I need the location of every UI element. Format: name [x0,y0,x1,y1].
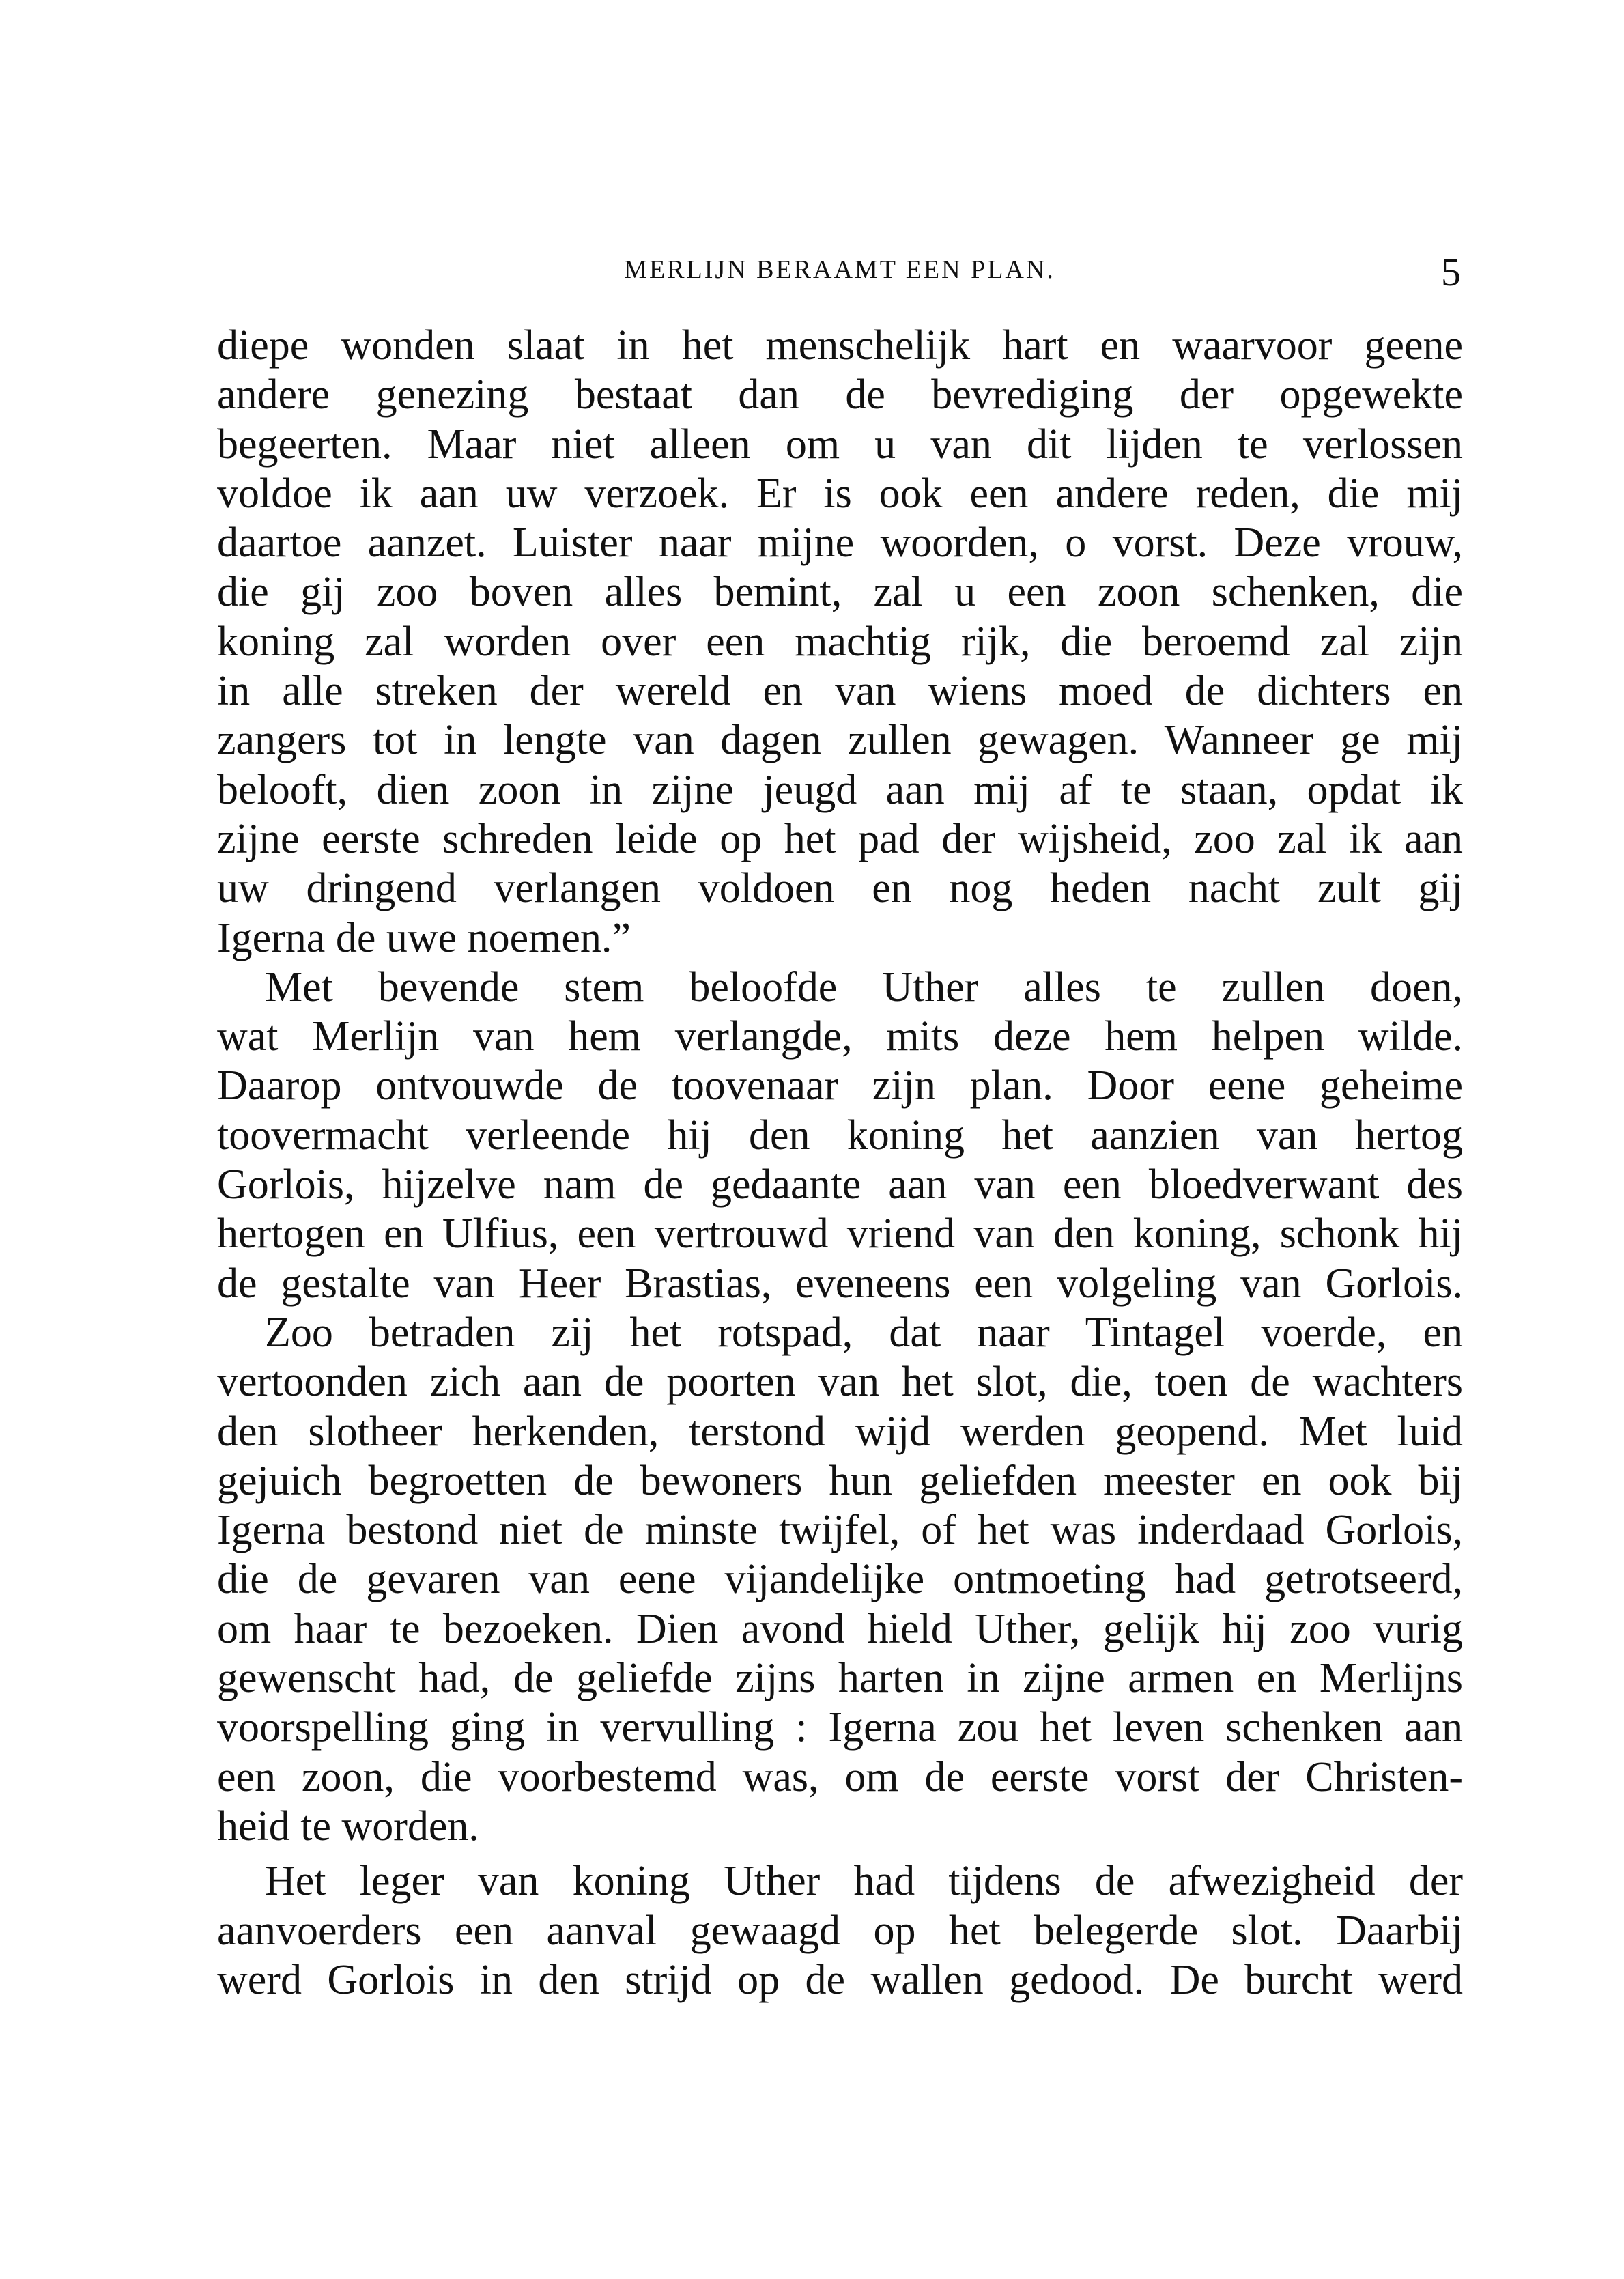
text-line: aanvoerders een aanval gewaagd op het belegerde slot. Daarbij [217,1907,1463,1954]
paragraph [217,1308,1463,1851]
text-line: Met bevende stem beloofde Uther alles te zullen doen, [265,963,1463,1010]
text-line: zijne eerste schreden leide op het pad der wijsheid, zoo zal ik aan [217,815,1463,862]
text-line: heid te worden. [217,1802,479,1850]
text-line: een zoon, die voorbestemd was, om de eerste vorst der Christen- [217,1753,1463,1800]
text-line: Igerna de uwe noemen.” [217,914,631,961]
text-line: begeerten. Maar niet alleen om u van dit lijden te verlossen [217,421,1463,468]
text-line: zangers tot in lengte van dagen zullen gewagen. Wanneer ge mij [217,717,1463,764]
text-line: in alle streken der wereld en van wiens moed de dichters en [217,668,1463,715]
running-head [218,249,1461,297]
text-line: gewenscht had, de geliefde zijns harten in zijne armen en Merlijns [217,1655,1463,1702]
text-line: gejuich begroetten de bewoners hun geliefden meester en ook bij [217,1457,1463,1504]
text-line: de gestalte van Heer Brastias, eveneens een volgeling van Gorlois. [217,1260,1463,1307]
text-line: Daarop ontvouwde de toovenaar zijn plan. Door eene geheime [217,1062,1463,1109]
text-line: toovermacht verleende hij den koning het aanzien van hertog [217,1112,1463,1159]
text-line: uw dringend verlangen voldoen en nog heden nacht zult gij [217,865,1463,912]
text-line: Het leger van koning Uther had tijdens de afwezigheid der [265,1858,1463,1905]
text-line: den slotheer herkenden, terstond wijd werden geopend. Met luid [217,1408,1463,1455]
text-line: andere genezing bestaat dan de bevrediging der opgewekte [217,371,1463,419]
text-line: voorspelling ging in vervulling : Igerna zou het leven schenken aan [217,1704,1463,1751]
text-line: koning zal worden over een machtig rijk, die beroemd zal zijn [217,618,1463,665]
text-line: wat Merlijn van hem verlangde, mits deze hem helpen wilde. [217,1013,1463,1060]
running-title: MERLIJN BERAAMT EEN PLAN. [624,255,1055,284]
text-line: om haar te bezoeken. Dien avond hield Uther, gelijk hij zoo vurig [217,1605,1463,1652]
text-line: diepe wonden slaat in het menschelijk hart en waarvoor geene [217,322,1463,369]
text-line: die gij zoo boven alles bemint, zal u een zoon schenken, die [217,569,1463,616]
text-line: daartoe aanzet. Luister naar mijne woorden, o vorst. Deze vrouw, [217,520,1463,567]
page-number: 5 [1441,250,1461,294]
text-line: belooft, dien zoon in zijne jeugd aan mij af te staan, opdat ik [217,766,1463,813]
paragraph [217,1856,1463,2005]
paragraph [217,321,1463,963]
text-line: die de gevaren van eene vijandelijke ontmoeting had getrotseerd, [217,1556,1463,1603]
text-line: voldoe ik aan uw verzoek. Er is ook een andere reden, die mij [217,470,1463,517]
paragraph-gap [217,1851,1463,1856]
body-text [217,321,1463,2005]
text-line: hertogen en Ulfius, een vertrouwd vriend van den koning, schonk hij [217,1211,1463,1258]
text-line: werd Gorlois in den strijd op de wallen gedood. De burcht werd [217,1956,1463,2003]
text-line: Gorlois, hijzelve nam de gedaante aan van een bloedverwant des [217,1161,1463,1208]
paragraph [217,963,1463,1308]
text-line: Igerna bestond niet de minste twijfel, of het was inderdaad Gorlois, [217,1507,1463,1554]
text-line: vertoonden zich aan de poorten van het slot, die, toen de wachters [217,1359,1463,1406]
text-line: Zoo betraden zij het rotspad, dat naar Tintagel voerde, en [265,1309,1463,1356]
